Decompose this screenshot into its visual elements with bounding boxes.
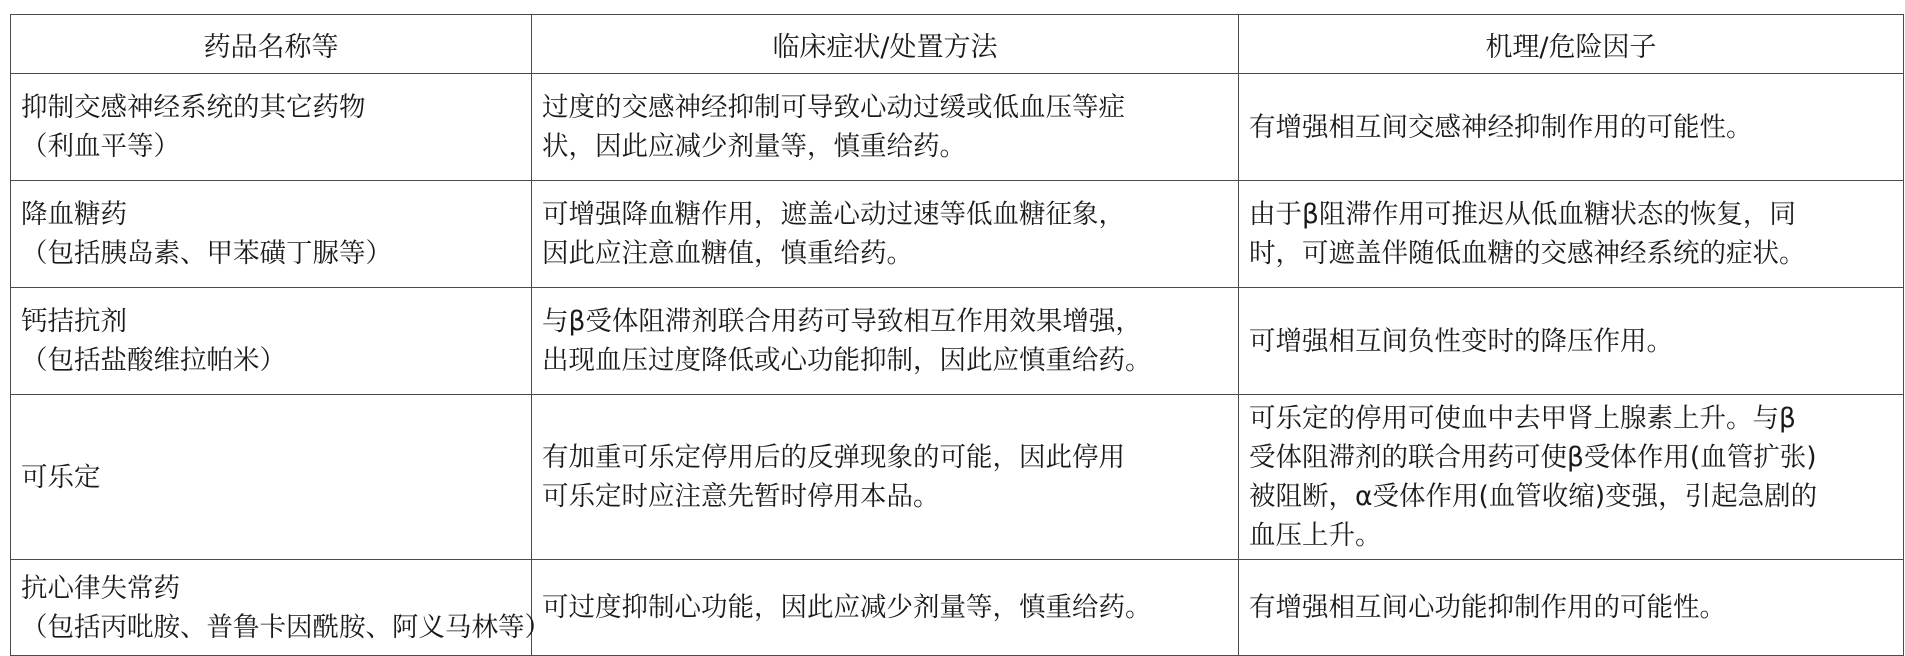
cell-symptom <box>532 288 1239 395</box>
cell-text-line: （包括盐酸维拉帕米） <box>21 345 286 376</box>
cell-drug-name <box>11 288 532 395</box>
cell-text-line: 与β受体阻滞剂联合用药可导致相互作用效果增强， <box>542 306 1142 337</box>
cell-text-line: 可增强降血糖作用，遮盖心动过速等低血糖征象， <box>542 199 1125 230</box>
cell-text-line: （包括丙吡胺、普鲁卡因酰胺、阿义马林等） <box>21 611 551 643</box>
cell-text-line: 被阻断，α受体作用(血管收缩)变强，引起急剧的 <box>1249 481 1818 512</box>
cell-text-line: 可乐定 <box>21 461 101 493</box>
cell-text-line: 受体阻滞剂的联合用药可使β受体作用(血管扩张) <box>1249 442 1817 473</box>
cell-text-line: 状，因此应减少剂量等，慎重给药。 <box>542 131 966 162</box>
cell-text-line: 钙拮抗剂 <box>21 306 127 337</box>
cell-text-line: （包括胰岛素、甲苯磺丁脲等） <box>21 238 392 269</box>
cell-text-line: （利血平等） <box>21 131 180 162</box>
cell-mechanism <box>1239 181 1904 288</box>
cell-text-line: 因此应注意血糖值，慎重给药。 <box>542 238 913 269</box>
cell-mechanism <box>1239 560 1904 656</box>
header-symptom-treatment: 临床症状/处置方法 <box>532 15 1239 74</box>
cell-text-line: 由于β阻滞作用可推迟从低血糖状态的恢复，同 <box>1249 199 1796 230</box>
cell-text-line: 时，可遮盖伴随低血糖的交感神经系统的症状。 <box>1249 238 1806 269</box>
cell-symptom <box>532 181 1239 288</box>
cell-drug-name <box>11 181 532 288</box>
table-header-row <box>11 15 1904 74</box>
table-row <box>11 74 1904 181</box>
cell-mechanism <box>1239 395 1904 560</box>
cell-symptom <box>532 395 1239 560</box>
table-row <box>11 395 1904 560</box>
cell-text-line: 可过度抑制心功能，因此应减少剂量等，慎重给药。 <box>542 592 1152 623</box>
drug-interaction-table <box>10 14 1904 656</box>
cell-mechanism <box>1239 288 1904 395</box>
cell-drug-name <box>11 395 532 560</box>
cell-mechanism <box>1239 74 1904 181</box>
cell-drug-name <box>11 560 551 656</box>
cell-text-line: 可乐定时应注意先暂时停用本品。 <box>542 481 940 512</box>
cell-text-line: 可增强相互间负性变时的降压作用。 <box>1249 325 1673 357</box>
cell-drug-name <box>11 74 532 181</box>
cell-symptom <box>532 560 1239 656</box>
cell-text-line: 有增强相互间心功能抑制作用的可能性。 <box>1249 592 1726 623</box>
cell-text-line: 可乐定的停用可使血中去甲肾上腺素上升。与β <box>1249 403 1796 434</box>
cell-symptom <box>532 74 1239 181</box>
table-row <box>11 288 1904 395</box>
table-row <box>11 560 1904 656</box>
drug-interaction-table-container <box>10 14 1903 656</box>
cell-text-line: 有增强相互间交感神经抑制作用的可能性。 <box>1249 111 1753 143</box>
cell-text-line: 抗心律失常药 <box>21 572 180 604</box>
table-row <box>11 181 1904 288</box>
cell-text-line: 降血糖药 <box>21 199 127 230</box>
cell-text-line: 过度的交感神经抑制可导致心动过缓或低血压等症 <box>542 92 1125 123</box>
header-drug-name: 药品名称等 <box>11 15 532 74</box>
header-mechanism-risk: 机理/危险因子 <box>1239 15 1904 74</box>
cell-text-line: 出现血压过度降低或心功能抑制，因此应慎重给药。 <box>542 345 1152 376</box>
cell-text-line: 血压上升。 <box>1249 520 1382 551</box>
cell-text-line: 抑制交感神经系统的其它药物 <box>21 92 366 123</box>
cell-text-line: 有加重可乐定停用后的反弹现象的可能，因此停用 <box>542 442 1125 473</box>
